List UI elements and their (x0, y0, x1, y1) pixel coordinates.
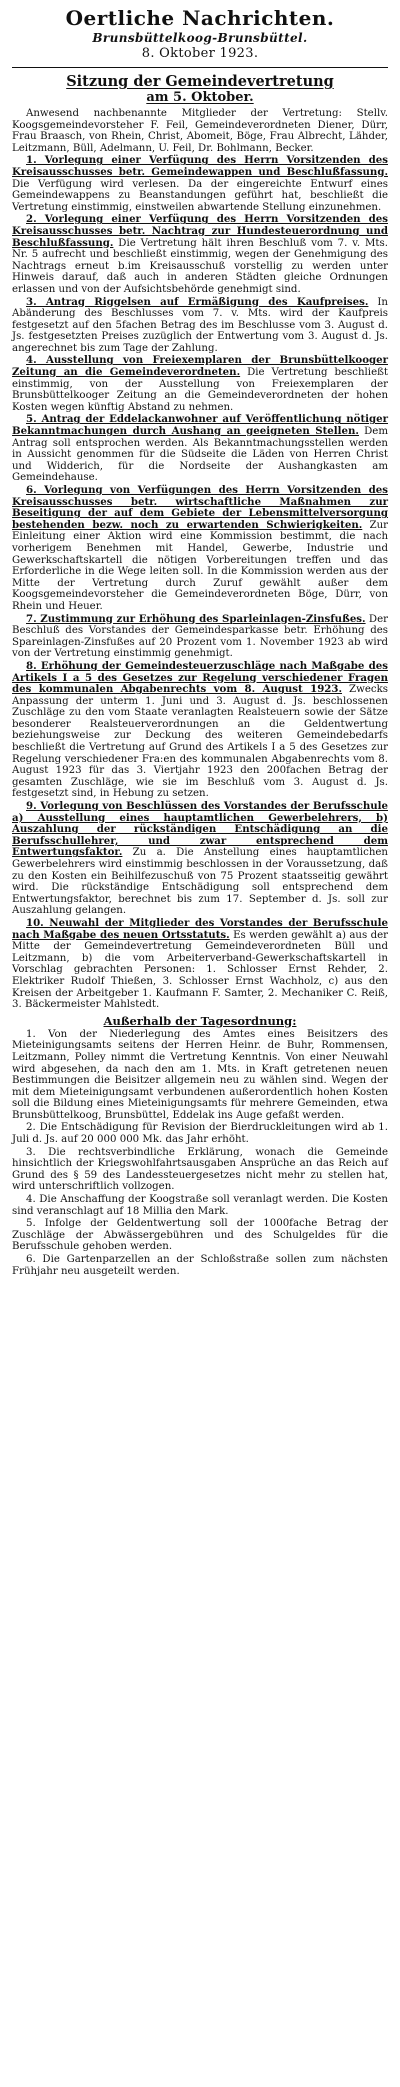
agenda-item-head: 5. Antrag der Eddelackanwohner auf Veröffentlichung nötiger Bekanntmachungen durch Aushang an geeigneten Stellen. (12, 413, 388, 438)
attendance-paragraph: Anwesend nachbenannte Mitglieder der Vertretung: Stellv. Koogsgemeindevorsteher F. Feil, Gemeindeverordneten Diener, Dürr, Frau Braasch, von Rhein, Christ, Abomeit, Böge, Frau Albrecht, Lähder, Leitzmann, Büll, Adelmann, U. Feil, Dr. Bohlmann, Becker. (12, 108, 388, 154)
agenda-item (12, 355, 388, 413)
agenda-item-head: 9. Vorlegung von Beschlüssen des Vorstandes der Berufsschule a) Ausstellung eines hauptamtlichen Gewerbelehrers, b) Auszahlung der rückständigen Entschädigung an die Berufsschullehrer, und zwar entsprechend dem Entwertungsfaktor. (12, 800, 388, 859)
agenda-item-head: 6. Vorlegung von Verfügungen des Herrn Vorsitzenden des Kreisausschusses betr. wirtschaftliche Maßnahmen zur Beseitigung der auf dem Gebiete der Lebensmittelversorgung bestehenden bezw. noch zu erwartenden Schwierigkeiten. (12, 484, 388, 531)
agenda-item (12, 414, 388, 484)
off-agenda-item: 6. Die Gartenparzellen an der Schloßstraße sollen zum nächsten Frühjahr neu ausgeteilt werden. (12, 1254, 388, 1277)
agenda-item (12, 918, 388, 1011)
agenda-item-body: Die Verfügung wird verlesen. Da der eingereichte Entwurf eines Gemeindewappens zu Beanstandungen geführt hat, beschließt die Vertretung einstimmig, einstweilen abwartende Stellung einzunehmen. (12, 178, 388, 213)
agenda-item-body: Es werden gewählt a) aus der Mitte der Gemeindevertretung Gemeindeverordneten Büll und Leitzmann, b) die vom Arbeiterverband-Gewerkschaftskartell in Vorschlag gebrachten Personen: 1. Schlosser Ernst Rehder, 2. Elektriker Rudolf Thießen, 3. Schlosser Ernst Wachholz, c) aus den Kreisen der Arbeitgeber 1. Kaufmann F. Samter, 2. Mechaniker C. Reiß, 3. Bäckermeister Mahlstedt. (12, 929, 388, 1011)
agenda-item (12, 661, 388, 800)
agenda-item-body: Zwecks Anpassung der unterm 1. Juni und 3. August d. Js. beschlossenen Zuschläge zu den vom Staate veranlagten Realsteuern sowie der Sätze besonderer Realsteuerverordnungen an die Geldentwertung beziehungsweise zur Deckung des weiteren Gemeindebedarfs beschließt die Vertretung auf Grund des Artikels I a 5 des Gesetzes zur Regelung verschiedener Fra:en des kommunalen Abgabenrechts vom 8. August 1923 für das 3. Viertjahr 1923 den 200fachen Betrag der gesamten Zuschläge, wie sie im Beschluß vom 3. August d. Js. festgesetzt sind, in Hebung zu setzen. (12, 684, 388, 800)
agenda-item (12, 801, 388, 917)
agenda-item-body: Die Vertretung hält ihren Beschluß vom 7. v. Mts. Nr. 5 aufrecht und beschließt einstimmig, wegen der Genehmigung des Nachtrags erneut b.im Kreisausschuß vorstellig zu werden unter Hinweis darauf, daß auch in anderen Städten gleiche Ordnungen erlassen und von der Aufsichtsbehörde genehmigt sind. (12, 237, 388, 295)
article-heading (12, 73, 388, 105)
agenda-item-body: Die Vertretung beschließt einstimmig, von der Ausstellung von Freiexemplaren der Brunsbüttelkooger Zeitung an die Gemeindeverordneten der hohen Kosten wegen künftig Abstand zu nehmen. (12, 367, 388, 413)
agenda-item-body: In Abänderung des Beschlusses vom 7. v. Mts. wird der Kaufpreis festgesetzt auf den 5fachen Betrag des im Beschlusse vom 3. August d. Js. festgesetzten Preises zuzüglich der Entwertung vom 3. August d. Js. angerechnet bis zum Tage der Zahlung. (12, 296, 388, 354)
off-agenda-item: 4. Die Anschaffung der Koogstraße soll veranlagt werden. Die Kosten sind veranschlagt auf 18 Millia den Mark. (12, 1194, 388, 1217)
article-title: Sitzung der Gemeindevertretung (66, 73, 334, 90)
agenda-item (12, 485, 388, 613)
off-agenda-item: 2. Die Entschädigung für Revision der Bierdruckleitungen wird ab 1. Juli d. Js. auf 20 000 000 Mk. das Jahr erhöht. (12, 1122, 388, 1146)
agenda-item-body: Zur Einleitung einer Aktion wird eine Kommission bestimmt, die nach vorherigem Benehmen mit Handel, Gewerbe, Industrie und Gewerkschaftskartell die nötigen Vorbereitungen treffen und das Erforderliche in die Wege leiten soll. In die Kommission werden aus der Mitte der Vertretung durch Zuruf gewählt außer dem Koogsgemeindevorsteher die Gemeindeverordneten Böge, Dürr, von Rhein und Heuer. (12, 519, 388, 612)
agenda-item (12, 155, 388, 213)
divider (12, 67, 388, 68)
off-agenda-items (12, 1029, 388, 1277)
masthead (12, 6, 388, 61)
off-agenda-heading: Außerhalb der Tagesordnung: (103, 1013, 297, 1028)
place-line: Brunsbüttelkoog-Brunsbüttel. (92, 31, 308, 45)
agenda-item-body: Der Beschluß des Vorstandes der Gemeindesparkasse betr. Erhöhung des Spareinlagen-Zinsfußes auf 20 Prozent vom 1. November 1923 ab wird von der Vertretung einstimmig genehmigt. (12, 613, 388, 660)
agenda-item-body: Zu a. Die Anstellung eines hauptamtlichen Gewerbelehrers wird einstimmig beschlossen in der Voraussetzung, daß zu den Kosten ein Beihilfezuschuß von 75 Prozent staatsseitig gewährt wird. Die rückständige Entschädigung soll entsprechend dem Entwertungsfaktor, berechnet bis zum 17. September d. Js. soll zur Auszahlung gelangen. (12, 847, 388, 917)
agenda-item-head: 4. Ausstellung von Freiexemplaren der Brunsbüttelkooger Zeitung an die Gemeindeverordneten. (12, 354, 388, 379)
agenda-item-head: 7. Zustimmung zur Erhöhung des Sparleinlagen-Zinsfußes. (26, 612, 366, 625)
article-subtitle: am 5. Oktober. (146, 90, 254, 105)
agenda-item-head: 8. Erhöhung der Gemeindesteuerzuschläge nach Maßgabe des Artikels I a 5 des Gesetzes zur Regelung verschiedener Fragen des kommunalen Abgabenrechts vom 8. August 1923. (12, 659, 388, 696)
off-agenda-item: 5. Infolge der Geldentwertung soll der 1000fache Betrag der Zuschläge der Abwässergebühren und des Schulgeldes für die Berufsschule gehoben werden. (12, 1218, 388, 1253)
agenda-items (12, 155, 388, 1010)
agenda-item-head: 1. Vorlegung einer Verfügung des Herrn Vorsitzenden des Kreisausschusses betr. Gemeindewappen und Beschlußfassung. (12, 154, 388, 178)
section-title: Oertliche Nachrichten. (65, 6, 335, 30)
off-agenda-item: 3. Die rechtsverbindliche Erklärung, wonach die Gemeinde hinsichtlich der Kriegswohlfahrtsausgaben Ansprüche an das Reich auf Grund des § 59 des Landessteuergesetzes nicht mehr zu stellen hat, wird unterschriftlich vollzogen. (12, 1146, 388, 1193)
agenda-item (12, 614, 388, 660)
agenda-item (12, 214, 388, 295)
off-agenda-item: 1. Von der Niederlegung des Amtes eines Beisitzers des Mieteinigungsamts seitens der Herren Heinr. de Buhr, Rommensen, Leitzmann, Polley nimmt die Vertretung Kenntnis. Von einer Neuwahl wird abgesehen, da nach den am 1. Mts. in Kraft getretenen neuen Bestimmungen die Beisitzer allgemein neu zu wählen sind. Wegen der mit dem Mieteinigungsamt verbundenen außerordentlich hohen Kosten soll die Bildung eines Mieteinigungsamts für mehrere Gemeinden, etwa Brunsbüttelkoog, Brunsbüttel, Eddelak ins Auge gefaßt werden. (12, 1028, 388, 1121)
agenda-item (12, 297, 388, 355)
date-line: 8. Oktober 1923. (141, 46, 259, 61)
agenda-item-head: 2. Vorlegung einer Verfügung des Herrn Vorsitzenden des Kreisausschusses betr. Nachtrag zur Hundesteuerordnung und Beschlußfassung. (12, 213, 388, 249)
agenda-item-head: 3. Antrag Riggelsen auf Ermäßigung des Kaufpreises. (26, 295, 369, 308)
agenda-item-head: 10. Neuwahl der Mitglieder des Vorstandes der Berufsschule nach Maßgabe des neuen Ortsstatuts. (12, 916, 388, 941)
agenda-item-body: Dem Antrag soll entsprochen werden. Als Bekanntmachungsstellen werden in Aussicht genommen für die Südseite die Läden von Herren Christ und Widderich, für die Nordseite der Aushangkasten am Gemeindehause. (12, 426, 388, 484)
